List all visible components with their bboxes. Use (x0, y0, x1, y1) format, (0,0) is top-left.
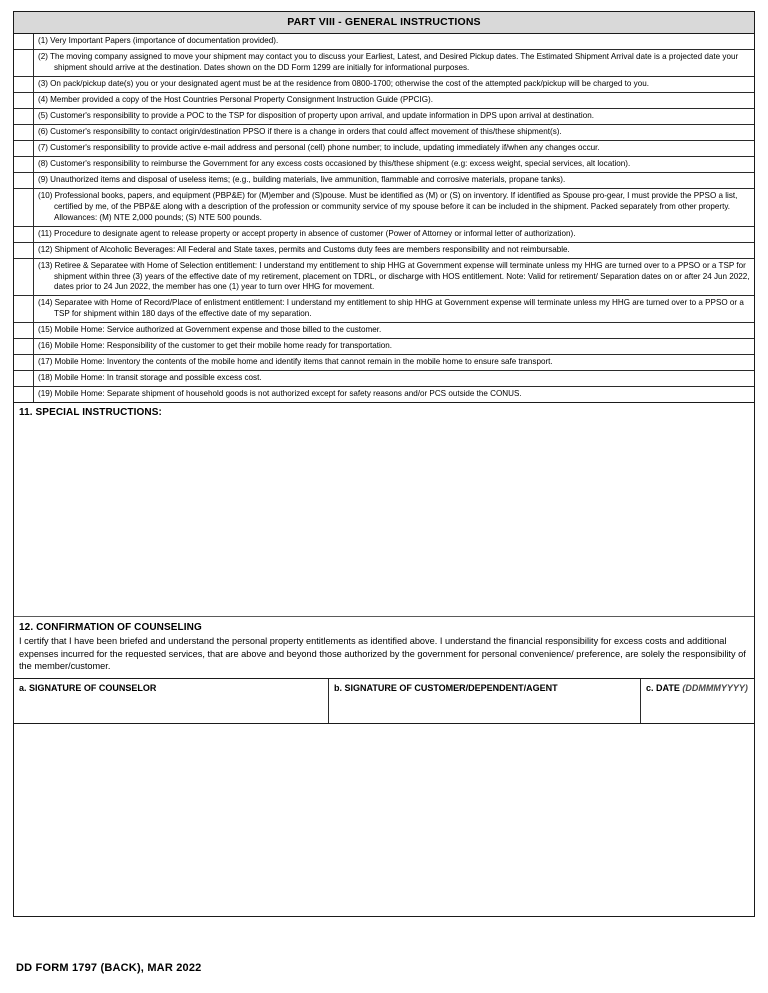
signature-entry-area[interactable] (14, 724, 754, 916)
instruction-checkbox-cell[interactable] (14, 242, 34, 258)
signature-counselor-label-cell (14, 679, 329, 723)
instruction-row (14, 76, 754, 92)
instruction-checkbox-cell[interactable] (14, 371, 34, 387)
instruction-text-cell (34, 387, 755, 403)
signature-label-row (14, 678, 754, 724)
instruction-text: (2) The moving company assigned to move your shipment may contact you to discuss your Earliest, Latest, and Desired Pickup dates. The Estimated Shipment Arrival date is a projected date your shipment should arrive at the destination. Dates shown on the DD Form 1299 are initially for informational purposes. (38, 52, 739, 72)
instruction-text-cell (34, 258, 755, 295)
instruction-text: (9) Unauthorized items and disposal of useless items; (e.g., building materials, live ammunition, flammable and corrosive materials, propane tanks). (38, 175, 566, 185)
general-instructions-table (14, 34, 754, 403)
instruction-row (14, 141, 754, 157)
instruction-text-cell (34, 355, 755, 371)
instruction-text: (17) Mobile Home: Inventory the contents of the mobile home and identify items that cannot remain in the mobile home to ensure safe transport. (38, 357, 553, 367)
instruction-row (14, 157, 754, 173)
instruction-row (14, 242, 754, 258)
instruction-row (14, 371, 754, 387)
instruction-checkbox-cell[interactable] (14, 189, 34, 226)
signature-counselor-label: a. SIGNATURE OF COUNSELOR (19, 682, 157, 693)
instruction-checkbox-cell[interactable] (14, 296, 34, 323)
instruction-text-cell (34, 226, 755, 242)
instruction-row (14, 387, 754, 403)
instruction-text: (3) On pack/pickup date(s) you or your designated agent must be at the residence from 0800-1700; otherwise the cost of the attempted pack/pickup will be charged to you. (38, 78, 649, 88)
section-12-certification-text: I certify that I have been briefed and understand the personal property entitlements as identified above. I understand the financial responsibility for excess costs and additional expenses incurred for the requested services, that are above and beyond those authorized by the government for personal convenience/ preference, are solely the responsibility of the member/customer. (19, 636, 746, 672)
instruction-row (14, 92, 754, 108)
instruction-text: (6) Customer's responsibility to contact origin/destination PPSO if there is a change in orders that could affect movement of this/these shipment(s). (38, 127, 562, 137)
date-label-cell (641, 679, 754, 723)
instruction-checkbox-cell[interactable] (14, 226, 34, 242)
instruction-text: (8) Customer's responsibility to reimburse the Government for any excess costs occasioned by this/these shipment (e.g: excess weight, special services, alt location). (38, 159, 631, 169)
date-label: c. DATE (646, 682, 680, 693)
instruction-checkbox-cell[interactable] (14, 34, 34, 50)
instruction-text: (15) Mobile Home: Service authorized at Government expense and those billed to the customer. (38, 324, 382, 334)
instruction-text-cell (34, 338, 755, 354)
instruction-text-cell (34, 189, 755, 226)
instruction-text-cell (34, 322, 755, 338)
instruction-text: (12) Shipment of Alcoholic Beverages: All Federal and State taxes, permits and Customs duty fees are members responsibility and not reimbursable. (38, 244, 570, 254)
instruction-row (14, 50, 754, 77)
instruction-checkbox-cell[interactable] (14, 157, 34, 173)
instruction-text-cell (34, 108, 755, 124)
instruction-text-cell (34, 92, 755, 108)
instruction-row (14, 322, 754, 338)
part-viii-header: PART VIII - GENERAL INSTRUCTIONS (14, 12, 754, 34)
instruction-row (14, 296, 754, 323)
instruction-text: (13) Retiree & Separatee with Home of Selection entitlement: I understand my entitlement to ship HHG at Government expense will terminate unless my HHG are turned over to a PPSO or a TSP for shipment within three (3) years of the effective date of my retirement, placement on TDRL, or discharge with HOS entitlement. Note: Valid for retirement/ Separation dates on or after 24 Jun 2022, dates prior to 24 Jun 2022, the member has one (1) year to turn over HHG for movement. (38, 260, 750, 292)
instruction-checkbox-cell[interactable] (14, 108, 34, 124)
instruction-text: (11) Procedure to designate agent to release property or accept property in absence of customer (Power of Attorney or informal letter of authorization). (38, 228, 576, 238)
instruction-text: (4) Member provided a copy of the Host Countries Personal Property Consignment Instruction Guide (PPCIG). (38, 94, 433, 104)
instruction-text: (1) Very Important Papers (importance of documentation provided). (38, 36, 279, 45)
instruction-text-cell (34, 296, 755, 323)
instruction-checkbox-cell[interactable] (14, 258, 34, 295)
instruction-checkbox-cell[interactable] (14, 322, 34, 338)
section-11-special-instructions (14, 403, 754, 617)
instruction-text: (10) Professional books, papers, and equipment (PBP&E) for (M)ember and (S)pouse. Must be identified as (M) or (S) on inventory. If identified as Spouse pro-gear, I must provide the PPSO a list, certified by me, of the PBP&E along with a description of the profession or community service of my spouse before it can be included in the shipment. Packed separately from other property. Allowances: (M) NTE 2,000 pounds; (S) NTE 500 pounds. (38, 191, 738, 222)
instruction-checkbox-cell[interactable] (14, 387, 34, 403)
instruction-checkbox-cell[interactable] (14, 173, 34, 189)
instruction-text-cell (34, 173, 755, 189)
form-outer-frame (13, 11, 755, 917)
section-11-label: 11. SPECIAL INSTRUCTIONS: (19, 407, 162, 419)
instruction-checkbox-cell[interactable] (14, 338, 34, 354)
instruction-text: (5) Customer's responsibility to provide a POC to the TSP for disposition of property upon arrival, and update information in DPS upon arrival at destination. (38, 110, 594, 120)
instruction-checkbox-cell[interactable] (14, 92, 34, 108)
instruction-text-cell (34, 125, 755, 141)
instruction-text-cell (34, 141, 755, 157)
instruction-row (14, 338, 754, 354)
section-12-confirmation-of-counseling (14, 617, 754, 677)
instruction-text-cell (34, 50, 755, 77)
signature-customer-label-cell (329, 679, 641, 723)
instruction-row (14, 189, 754, 226)
instruction-row (14, 34, 754, 50)
instruction-row (14, 125, 754, 141)
date-format-hint: (DDMMMYYYY) (682, 682, 748, 693)
instruction-checkbox-cell[interactable] (14, 355, 34, 371)
instruction-text-cell (34, 34, 755, 50)
instruction-row (14, 258, 754, 295)
instruction-text: (7) Customer's responsibility to provide active e-mail address and personal (cell) phone number; to include, updating immediately if/when any changes occur. (38, 143, 600, 153)
instruction-text-cell (34, 371, 755, 387)
instruction-text: (19) Mobile Home: Separate shipment of household goods is not authorized except for safety reasons and/or PCS outside the CONUS. (38, 389, 522, 399)
instruction-text: (18) Mobile Home: In transit storage and possible excess cost. (38, 373, 262, 383)
instruction-row (14, 226, 754, 242)
instruction-row (14, 173, 754, 189)
instruction-checkbox-cell[interactable] (14, 125, 34, 141)
instruction-row (14, 108, 754, 124)
instruction-text-cell (34, 242, 755, 258)
instruction-row (14, 355, 754, 371)
instruction-text-cell (34, 157, 755, 173)
section-12-title: 12. CONFIRMATION OF COUNSELING (19, 622, 202, 634)
instruction-checkbox-cell[interactable] (14, 50, 34, 77)
instruction-text-cell (34, 76, 755, 92)
instruction-text: (14) Separatee with Home of Record/Place of enlistment entitlement: I understand my entitlement to ship HHG at Government expense will terminate unless my HHG are turned over to a PPSO or a TSP for shipment within 180 days of the effective date of my separation. (38, 298, 744, 318)
signature-customer-label: b. SIGNATURE OF CUSTOMER/DEPENDENT/AGENT (334, 682, 558, 693)
instruction-checkbox-cell[interactable] (14, 141, 34, 157)
form-footer: DD FORM 1797 (BACK), MAR 2022 (16, 962, 202, 974)
section-11-input-area[interactable] (14, 422, 754, 616)
instruction-checkbox-cell[interactable] (14, 76, 34, 92)
instruction-text: (16) Mobile Home: Responsibility of the customer to get their mobile home ready for transportation. (38, 340, 393, 350)
